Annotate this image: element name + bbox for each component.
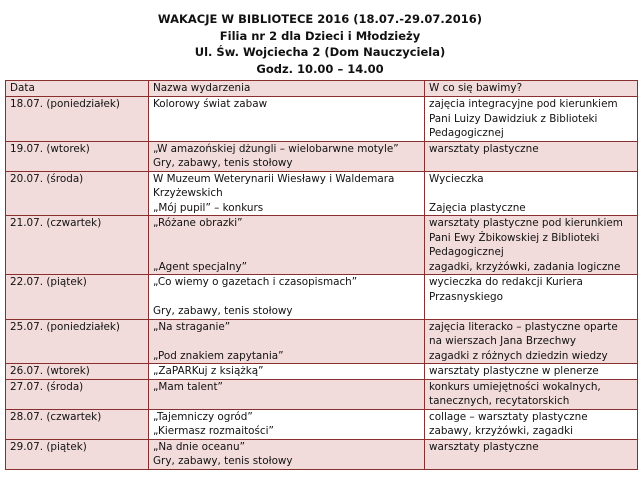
cell-line bbox=[153, 231, 420, 246]
activity-cell bbox=[425, 439, 638, 469]
cell-line: Gry, zabawy, tenis stołowy bbox=[153, 305, 293, 317]
table-row bbox=[6, 141, 638, 171]
cell-line bbox=[153, 245, 420, 260]
cell-line: konkurs umiejętności wokalnych, bbox=[429, 380, 601, 393]
cell-line bbox=[429, 156, 633, 171]
cell-line: warsztaty plastyczne pod kierunkiem bbox=[429, 217, 623, 229]
cell-line: Wycieczka bbox=[429, 172, 484, 185]
cell-line bbox=[153, 126, 420, 141]
column-header-date: Data bbox=[6, 81, 149, 97]
event-name-cell bbox=[149, 141, 425, 171]
cell-line: Zajęcia plastyczne bbox=[429, 201, 526, 214]
event-name-cell bbox=[149, 379, 425, 409]
header-address: Ul. Św. Wojciecha 2 (Dom Nauczyciela) bbox=[194, 45, 446, 59]
header-hours: Godz. 10.00 – 14.00 bbox=[256, 61, 384, 76]
event-name-cell bbox=[149, 439, 425, 469]
event-name-cell bbox=[149, 409, 425, 439]
cell-line: zagadki z różnych dziedzin wiedzy bbox=[429, 349, 608, 362]
cell-line: Przasnyskiego bbox=[429, 290, 503, 303]
cell-line: wycieczka do redakcji Kuriera bbox=[429, 276, 583, 288]
date-cell: 21.07. (czwartek) bbox=[6, 216, 149, 275]
cell-line: Krzyżewskich bbox=[153, 187, 223, 199]
date-cell: 29.07. (piątek) bbox=[6, 439, 149, 469]
activity-cell bbox=[425, 171, 638, 216]
cell-line: „Mam talent” bbox=[153, 380, 223, 393]
activity-cell bbox=[425, 319, 638, 364]
cell-line: „ZaPARKuj z książką” bbox=[153, 365, 264, 377]
column-header-event-name: Nazwa wydarzenia bbox=[149, 81, 425, 97]
cell-line bbox=[429, 454, 633, 469]
cell-line bbox=[153, 334, 420, 349]
cell-line: zajęcia literacko – plastyczne oparte bbox=[429, 320, 618, 333]
cell-line: „Na straganie” bbox=[153, 320, 231, 333]
cell-line: collage – warsztaty plastyczne bbox=[429, 410, 588, 423]
cell-line: zabawy, krzyżówki, zagadki bbox=[429, 425, 574, 437]
date-cell: 27.07. (środa) bbox=[6, 379, 149, 409]
cell-line: warsztaty plastyczne bbox=[429, 440, 539, 453]
date-cell: 18.07. (poniedziałek) bbox=[6, 97, 149, 142]
cell-line: warsztaty plastyczne bbox=[429, 142, 539, 155]
table-row bbox=[6, 379, 638, 409]
cell-line: Kolorowy świat zabaw bbox=[153, 98, 268, 110]
schedule-table bbox=[5, 80, 638, 470]
table-header-row bbox=[6, 81, 638, 97]
event-name-cell bbox=[149, 275, 425, 320]
cell-line: „Co wiemy o gazetach i czasopismach” bbox=[153, 276, 358, 288]
activity-cell bbox=[425, 379, 638, 409]
cell-line: „Różane obrazki” bbox=[153, 217, 243, 229]
activity-cell bbox=[425, 409, 638, 439]
header-title: WAKACJE W BIBLIOTECE 2016 (18.07.-29.07.2016) bbox=[157, 12, 483, 26]
activity-cell bbox=[425, 97, 638, 142]
table-row bbox=[6, 439, 638, 469]
cell-line: zagadki, krzyżówki, zadania logiczne bbox=[429, 260, 621, 273]
activity-cell bbox=[425, 364, 638, 380]
table-row bbox=[6, 319, 638, 364]
activity-cell bbox=[425, 141, 638, 171]
cell-line: Gry, zabawy, tenis stołowy bbox=[153, 455, 293, 467]
event-name-cell bbox=[149, 319, 425, 364]
event-name-cell bbox=[149, 216, 425, 275]
table-row bbox=[6, 275, 638, 320]
cell-line: Pani Luizy Dawidziuk z Biblioteki bbox=[429, 112, 598, 125]
document-header bbox=[0, 11, 640, 77]
header-branch: Filia nr 2 dla Dzieci i Młodzieży bbox=[219, 28, 421, 43]
cell-line: Gry, zabawy, tenis stołowy bbox=[153, 157, 293, 169]
cell-line bbox=[153, 290, 420, 305]
table-row bbox=[6, 409, 638, 439]
activity-cell bbox=[425, 275, 638, 320]
cell-line: Pedagogicznej bbox=[429, 246, 504, 258]
cell-line: „Tajemniczy ogród” bbox=[153, 410, 253, 423]
cell-line bbox=[153, 394, 420, 409]
cell-line: „Pod znakiem zapytania” bbox=[153, 349, 284, 362]
event-name-cell bbox=[149, 364, 425, 380]
cell-line bbox=[153, 112, 420, 127]
event-name-cell bbox=[149, 97, 425, 142]
table-row bbox=[6, 216, 638, 275]
cell-line: „W amazońskiej dżungli – wielobarwne motyle” bbox=[153, 142, 399, 155]
cell-line: W Muzeum Weterynarii Wiesławy i Waldemara bbox=[153, 172, 395, 185]
cell-line: Pani Ewy Żbikowskiej z Biblioteki bbox=[429, 231, 600, 244]
column-header-activity: W co się bawimy? bbox=[425, 81, 638, 97]
cell-line: zajęcia integracyjne pod kierunkiem bbox=[429, 98, 618, 110]
cell-line: „Mój pupil” – konkurs bbox=[153, 201, 264, 214]
cell-line: „Agent specjalny” bbox=[153, 260, 248, 273]
date-cell: 26.07. (wtorek) bbox=[6, 364, 149, 380]
cell-line: „Na dnie oceanu” bbox=[153, 440, 245, 453]
date-cell: 20.07. (środa) bbox=[6, 171, 149, 216]
cell-line: tanecznych, recytatorskich bbox=[429, 395, 570, 407]
table-row bbox=[6, 97, 638, 142]
table-row bbox=[6, 171, 638, 216]
date-cell: 19.07. (wtorek) bbox=[6, 141, 149, 171]
event-name-cell bbox=[149, 171, 425, 216]
date-cell: 22.07. (piątek) bbox=[6, 275, 149, 320]
date-cell: 25.07. (poniedziałek) bbox=[6, 319, 149, 364]
table-row bbox=[6, 364, 638, 380]
activity-cell bbox=[425, 216, 638, 275]
cell-line: na wierszach Jana Brzechwy bbox=[429, 335, 577, 347]
cell-line: warsztaty plastyczne w plenerze bbox=[429, 365, 599, 377]
date-cell: 28.07. (czwartek) bbox=[6, 409, 149, 439]
cell-line bbox=[429, 186, 633, 201]
cell-line: Pedagogicznej bbox=[429, 127, 504, 139]
cell-line bbox=[429, 304, 633, 319]
cell-line: „Kiermasz rozmaitości” bbox=[153, 425, 274, 437]
